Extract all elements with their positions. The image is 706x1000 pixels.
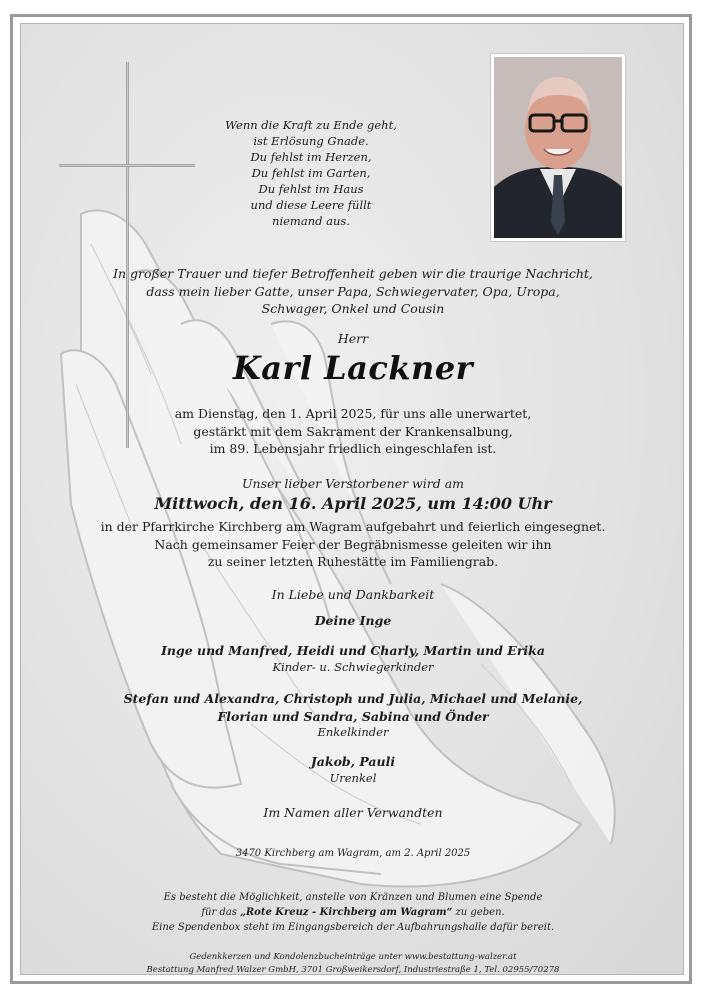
footer-line: Gedenkkerzen und Kondolenzbucheinträge unter www.bestattung-walzer.at <box>189 952 517 962</box>
poem-line: niemand aus. <box>272 214 350 228</box>
announcement-intro <box>21 265 684 318</box>
funeral-line: in der Pfarrkirche Kirchberg am Wagram aufgebahrt und feierlich eingesegnet. <box>100 519 606 534</box>
memorial-poem <box>221 117 401 229</box>
great-grandchildren-names: Jakob, Pauli <box>310 754 396 769</box>
place-and-date: 3470 Kirchberg am Wagram, am 2. April 2025 <box>235 848 471 859</box>
children-label: Kinder- u. Schwiegerkinder <box>272 660 434 674</box>
death-line: im 89. Lebensjahr friedlich eingeschlafen ist. <box>209 441 497 456</box>
funeral-details <box>21 518 684 571</box>
funeral-announce: Unser lieber Verstorbener wird am <box>241 476 465 491</box>
poem-line: Du fehlst im Haus <box>258 182 364 196</box>
mourners-intro: In Liebe und Dankbarkeit <box>271 587 435 602</box>
poem-line: Du fehlst im Herzen, <box>250 150 372 164</box>
donation-prefix: für das <box>201 907 241 918</box>
deceased-name: Karl Lackner <box>232 349 474 387</box>
death-line: am Dienstag, den 1. April 2025, für uns alle unerwartet, <box>174 406 532 421</box>
footer-line: Bestattung Manfred Walzer GmbH, 3701 Großweikersdorf, Industriestraße 1, Tel. 02955/70278 <box>146 964 560 975</box>
grandchildren-line: Stefan und Alexandra, Christoph und Julia, Michael und Melanie, <box>123 691 583 706</box>
grandchildren-names <box>21 690 684 726</box>
intro-line: Schwager, Onkel und Cousin <box>261 301 445 316</box>
grandchildren-line: Florian und Sandra, Sabina und Önder <box>217 709 489 724</box>
donation-line <box>21 905 684 920</box>
poem-line: ist Erlösung Gnade. <box>253 134 369 148</box>
donation-suffix: zu geben. <box>452 907 505 918</box>
funeral-home-footer <box>21 951 684 975</box>
funeral-line: Nach gemeinsamer Feier der Begräbnismesse geleiten wir ihn <box>154 536 552 552</box>
intro-line: dass mein lieber Gatte, unser Papa, Schwiegervater, Opa, Uropa, <box>146 283 560 299</box>
spouse-name: Deine Inge <box>314 613 392 628</box>
great-grandchildren-label: Urenkel <box>329 771 377 785</box>
obituary-card <box>20 23 684 975</box>
funeral-line: zu seiner letzten Ruhestätte im Familiengrab. <box>207 554 499 569</box>
donation-recipient: „Rote Kreuz - Kirchberg am Wagram“ <box>240 907 453 918</box>
death-line: gestärkt mit dem Sakrament der Krankensalbung, <box>193 423 513 439</box>
donation-notice <box>21 890 684 935</box>
funeral-date-time: Mittwoch, den 16. April 2025, um 14:00 Uhr <box>154 494 552 513</box>
salutation: Herr <box>337 331 369 346</box>
donation-line: Es besteht die Möglichkeit, anstelle von Kränzen und Blumen eine Spende <box>163 892 543 903</box>
poem-line: Wenn die Kraft zu Ende geht, <box>225 118 397 132</box>
cross-vertical-beam <box>126 62 129 448</box>
cross-horizontal-beam <box>59 164 195 167</box>
poem-line: Du fehlst im Garten, <box>251 166 371 180</box>
poem-line: und diese Leere füllt <box>250 198 372 212</box>
relatives-line: Im Namen aller Verwandten <box>263 805 443 820</box>
intro-line: In großer Trauer und tiefer Betroffenheit geben wir die traurige Nachricht, <box>113 266 593 281</box>
children-names: Inge und Manfred, Heidi und Charly, Martin und Erika <box>161 643 545 658</box>
grandchildren-label: Enkelkinder <box>317 725 389 739</box>
portrait-photo <box>490 53 626 242</box>
death-details <box>21 405 684 458</box>
donation-line: Eine Spendenbox steht im Eingangsbereich der Aufbahrungshalle dafür bereit. <box>151 922 555 933</box>
